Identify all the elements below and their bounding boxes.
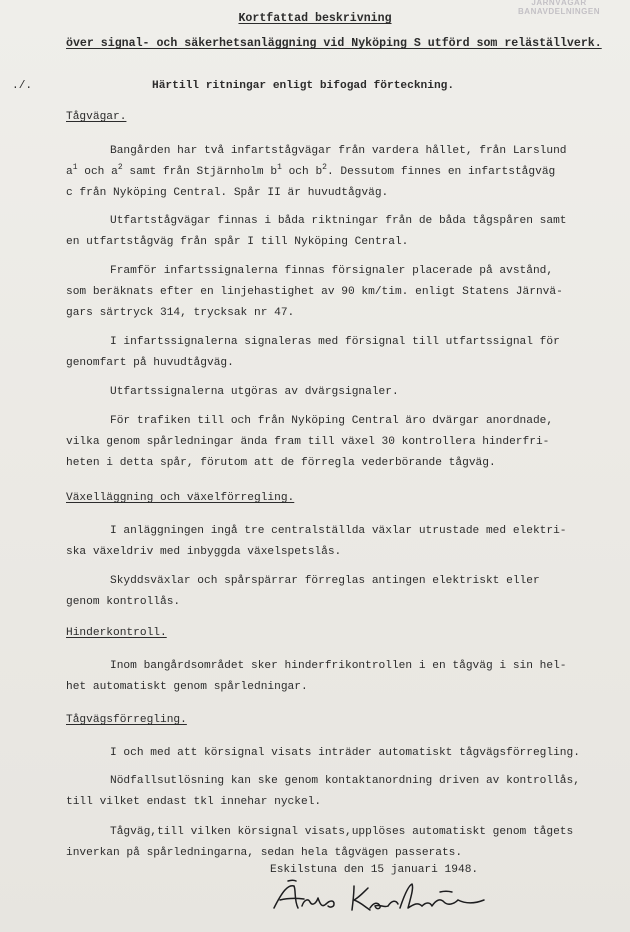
paragraph-hinder-1 bbox=[66, 656, 567, 698]
heading-tagvagar: Tågvägar. bbox=[66, 111, 127, 123]
text-line: I infartssignalerna signaleras med försignal till utfartssignal för bbox=[110, 336, 560, 348]
intro-line: Härtill ritningar enligt bifogad förteckning. bbox=[152, 80, 455, 92]
text-line: I anläggningen ingå tre centralställda växlar utrustade med elektri- bbox=[110, 525, 567, 537]
text-line: vilka genom spårledningar ända fram till växel 30 kontrollera hinderfri- bbox=[66, 436, 550, 448]
text-line: som beräknats efter en linjehastighet av 90 km/tim. enligt Statens Järnvä- bbox=[66, 286, 563, 298]
text-line: Nödfallsutlösning kan ske genom kontaktanordning driven av kontrollås, bbox=[110, 775, 580, 787]
handwritten-signature bbox=[268, 878, 498, 918]
text-line: inverkan på spårledningarna, sedan hela tågvägen passerats. bbox=[66, 847, 463, 859]
paragraph-forregling-1 bbox=[66, 743, 580, 764]
text-line: gars särtryck 314, trycksak nr 47. bbox=[66, 307, 295, 319]
text-line: c från Nyköping Central. Spår II är huvudtågväg. bbox=[66, 187, 389, 199]
document-subtitle: över signal- och säkerhetsanläggning vid Nyköping S utförd som reläställverk. bbox=[66, 37, 602, 50]
text-line: Utfartstågvägar finnas i båda riktningar från de båda tågspåren samt bbox=[110, 215, 567, 227]
paragraph-vaxel-1 bbox=[66, 521, 567, 563]
paragraph-tagvagar-6 bbox=[66, 411, 553, 474]
text-line: heten i detta spår, förutom att de förregla vederbörande tågväg. bbox=[66, 457, 496, 469]
paragraph-tagvagar-3 bbox=[66, 261, 563, 324]
paragraph-tagvagar-1 bbox=[66, 141, 567, 204]
text-line-superscripts: $a^1$ och $a^2$ samt från Stjärnholm $b^1$ och $b^2$. Dessutom finnes en infartstågväg bbox=[66, 163, 556, 178]
text-line: ska växeldriv med inbyggda växelspetslås. bbox=[66, 546, 342, 558]
text-line: Inom bangårdsområdet sker hinderfrikontrollen i en tågväg i sin hel- bbox=[110, 660, 567, 672]
text-line: För trafiken till och från Nyköping Central äro dvärgar anordnade, bbox=[110, 415, 554, 427]
paragraph-forregling-3 bbox=[66, 822, 573, 864]
paragraph-vaxel-2 bbox=[66, 571, 540, 613]
paragraph-forregling-2 bbox=[66, 771, 580, 813]
signature-text: Åke Karlström bbox=[268, 878, 276, 879]
text-line: till vilket endast tkl innehar nyckel. bbox=[66, 796, 322, 808]
heading-tagvagsforregling: Tågvägsförregling. bbox=[66, 714, 187, 726]
paragraph-tagvagar-5 bbox=[66, 382, 399, 403]
text-line: genomfart på huvudtågväg. bbox=[66, 357, 234, 369]
text-line: Tågväg,till vilken körsignal visats,upplöses automatiskt genom tågets bbox=[110, 826, 574, 838]
heading-vaxellaggning: Växelläggning och växelförregling. bbox=[66, 492, 295, 504]
text-line: I och med att körsignal visats inträder automatiskt tågvägsförregling. bbox=[110, 747, 580, 759]
document-title: Kortfattad beskrivning bbox=[238, 12, 392, 25]
paragraph-tagvagar-4 bbox=[66, 332, 560, 374]
text-line: Bangården har två infartstågvägar från vardera hållet, från Larslund bbox=[110, 145, 567, 157]
place-and-date: Eskilstuna den 15 januari 1948. bbox=[270, 864, 479, 876]
text-line: Utfartssignalerna utgöras av dvärgsignaler. bbox=[110, 386, 399, 398]
text-line: Framför infartssignalerna finnas försignaler placerade på avstånd, bbox=[110, 265, 554, 277]
text-line: genom kontrollås. bbox=[66, 596, 181, 608]
stamp-line-1: JÄRNVÄGAR bbox=[531, 0, 587, 7]
margin-mark: ./. bbox=[12, 80, 33, 92]
text-line: het automatiskt genom spårledningar. bbox=[66, 681, 308, 693]
paragraph-tagvagar-2 bbox=[66, 211, 567, 253]
text-line: Skyddsväxlar och spårspärrar förreglas antingen elektriskt eller bbox=[110, 575, 540, 587]
heading-hinderkontroll: Hinderkontroll. bbox=[66, 627, 167, 639]
stamp-line-2: BANAVDELNINGEN bbox=[518, 7, 600, 16]
text-line: en utfartstågväg från spår I till Nyköping Central. bbox=[66, 236, 409, 248]
